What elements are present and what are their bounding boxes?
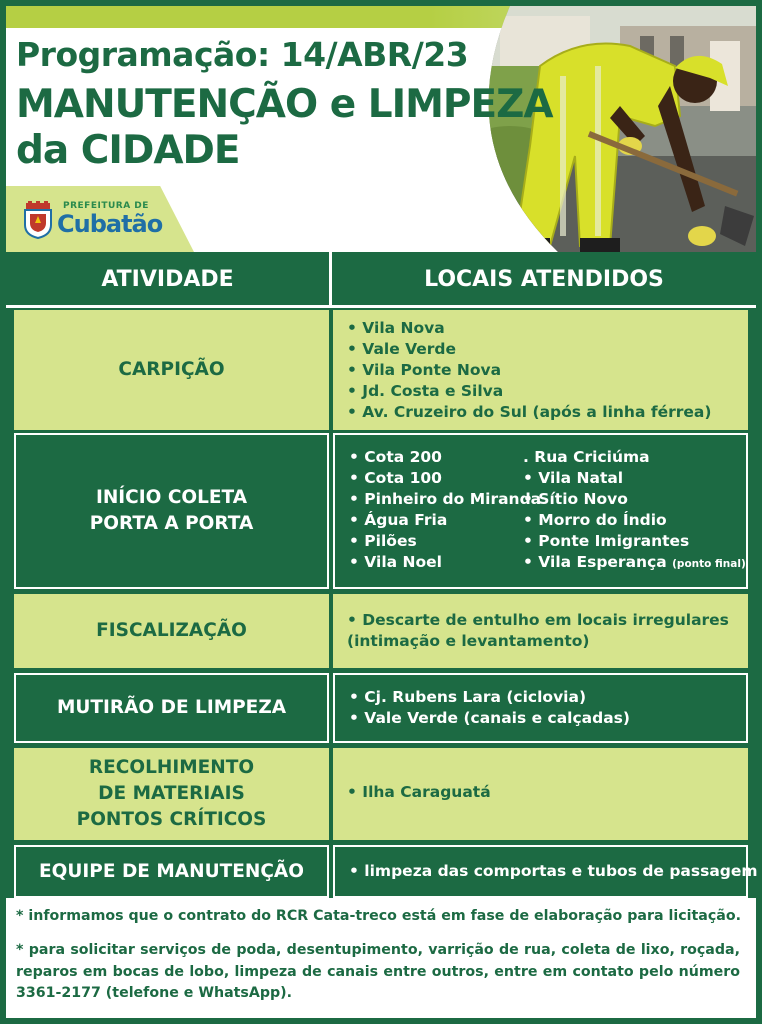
activity-label-line1: RECOLHIMENTO — [88, 757, 255, 778]
list-item: (intimação e levantamento) — [347, 632, 590, 650]
list-item: • Vila Natal — [523, 469, 624, 487]
final-stop-note: (ponto final) — [672, 558, 746, 570]
list-item: • Descarte de entulho em locais irregulares — [347, 611, 729, 629]
list-item: • Vale Verde — [347, 339, 457, 358]
locations-coleta — [333, 433, 748, 589]
list-item: • Av. Cruzeiro do Sul (após a linha férrea) — [347, 402, 712, 421]
list-item: • Ilha Caraguatá — [347, 783, 491, 801]
list-item: • Ponte Imigrantes — [523, 532, 690, 550]
activity-label: MUTIRÃO DE LIMPEZA — [56, 697, 287, 718]
column-header-locations: LOCAIS ATENDIDOS — [332, 252, 756, 306]
list-item: • Pilões — [349, 532, 417, 550]
locations-mutirao — [333, 673, 748, 743]
locations-recolhimento — [331, 746, 750, 842]
activity-mutirao — [14, 673, 329, 743]
activity-coleta-porta-a-porta — [14, 433, 329, 589]
logo-city-name: Cubatão — [57, 210, 163, 238]
activity-label: EQUIPE DE MANUTENÇÃO — [39, 860, 304, 882]
list-item: • Vale Verde (canais e calçadas) — [349, 709, 630, 727]
list-item: . Rua Criciúma — [523, 448, 650, 466]
column-header-activity: ATIVIDADE — [6, 252, 329, 306]
list-item: • Pinheiro do Miranda — [349, 490, 542, 508]
city-crest-icon — [22, 201, 54, 239]
locations-equipe — [333, 845, 758, 898]
list-item: • Jd. Costa e Silva — [347, 381, 504, 400]
list-item: • Morro do Índio — [523, 511, 667, 529]
activity-label-line1: INÍCIO COLETA — [95, 487, 248, 508]
main-title-line1: MANUTENÇÃO e LIMPEZA — [16, 82, 553, 127]
activity-recolhimento — [12, 746, 331, 842]
locations-fiscalizacao — [331, 592, 750, 670]
schedule-date-title: Programação: 14/ABR/23 — [16, 35, 469, 74]
activity-fiscalizacao — [12, 592, 331, 670]
activity-carpicao — [14, 310, 329, 430]
list-item: • Cota 200 — [349, 448, 442, 466]
worker-photo — [470, 6, 756, 252]
list-item-text: • Vila Esperança — [523, 553, 667, 571]
list-item: • Vila Noel — [349, 553, 442, 571]
list-item: • Água Fria — [349, 511, 448, 529]
locations-carpicao — [333, 310, 748, 430]
activity-label-line3: PONTOS CRÍTICOS — [76, 809, 267, 830]
activity-equipe-manutencao — [14, 845, 329, 898]
activity-label-line2: DE MATERIAIS — [98, 783, 245, 804]
header-bottom-rule — [6, 305, 756, 308]
list-item: • Sítio Novo — [523, 490, 628, 508]
list-item: • Cota 100 — [349, 469, 442, 487]
logo-prefix: PREFEITURA DE — [63, 201, 149, 211]
main-title-line2: da CIDADE — [16, 128, 240, 173]
list-item: • Vila Nova — [347, 318, 445, 337]
activity-label: FISCALIZAÇÃO — [96, 620, 247, 641]
footnote-contact: * para solicitar serviços de poda, desentupimento, varrição de rua, coleta de lixo, roçada, reparos em bocas de lobo, limpeza de canais entre outros, entre em contato pelo número 3361-2177 (telefone e WhatsApp). — [16, 942, 740, 1001]
list-item-last — [523, 552, 746, 575]
list-item: • limpeza das comportas e tubos de passagem — [349, 862, 758, 880]
list-item: • Vila Ponte Nova — [347, 360, 502, 379]
footnote-contract: * informamos que o contrato do RCR Cata-treco está em fase de elaboração para licitação. — [16, 908, 741, 924]
activity-label: CARPIÇÃO — [118, 359, 225, 380]
activity-label-line2: PORTA A PORTA — [89, 513, 254, 534]
header-separator — [329, 252, 332, 306]
list-item: • Cj. Rubens Lara (ciclovia) — [349, 688, 587, 706]
